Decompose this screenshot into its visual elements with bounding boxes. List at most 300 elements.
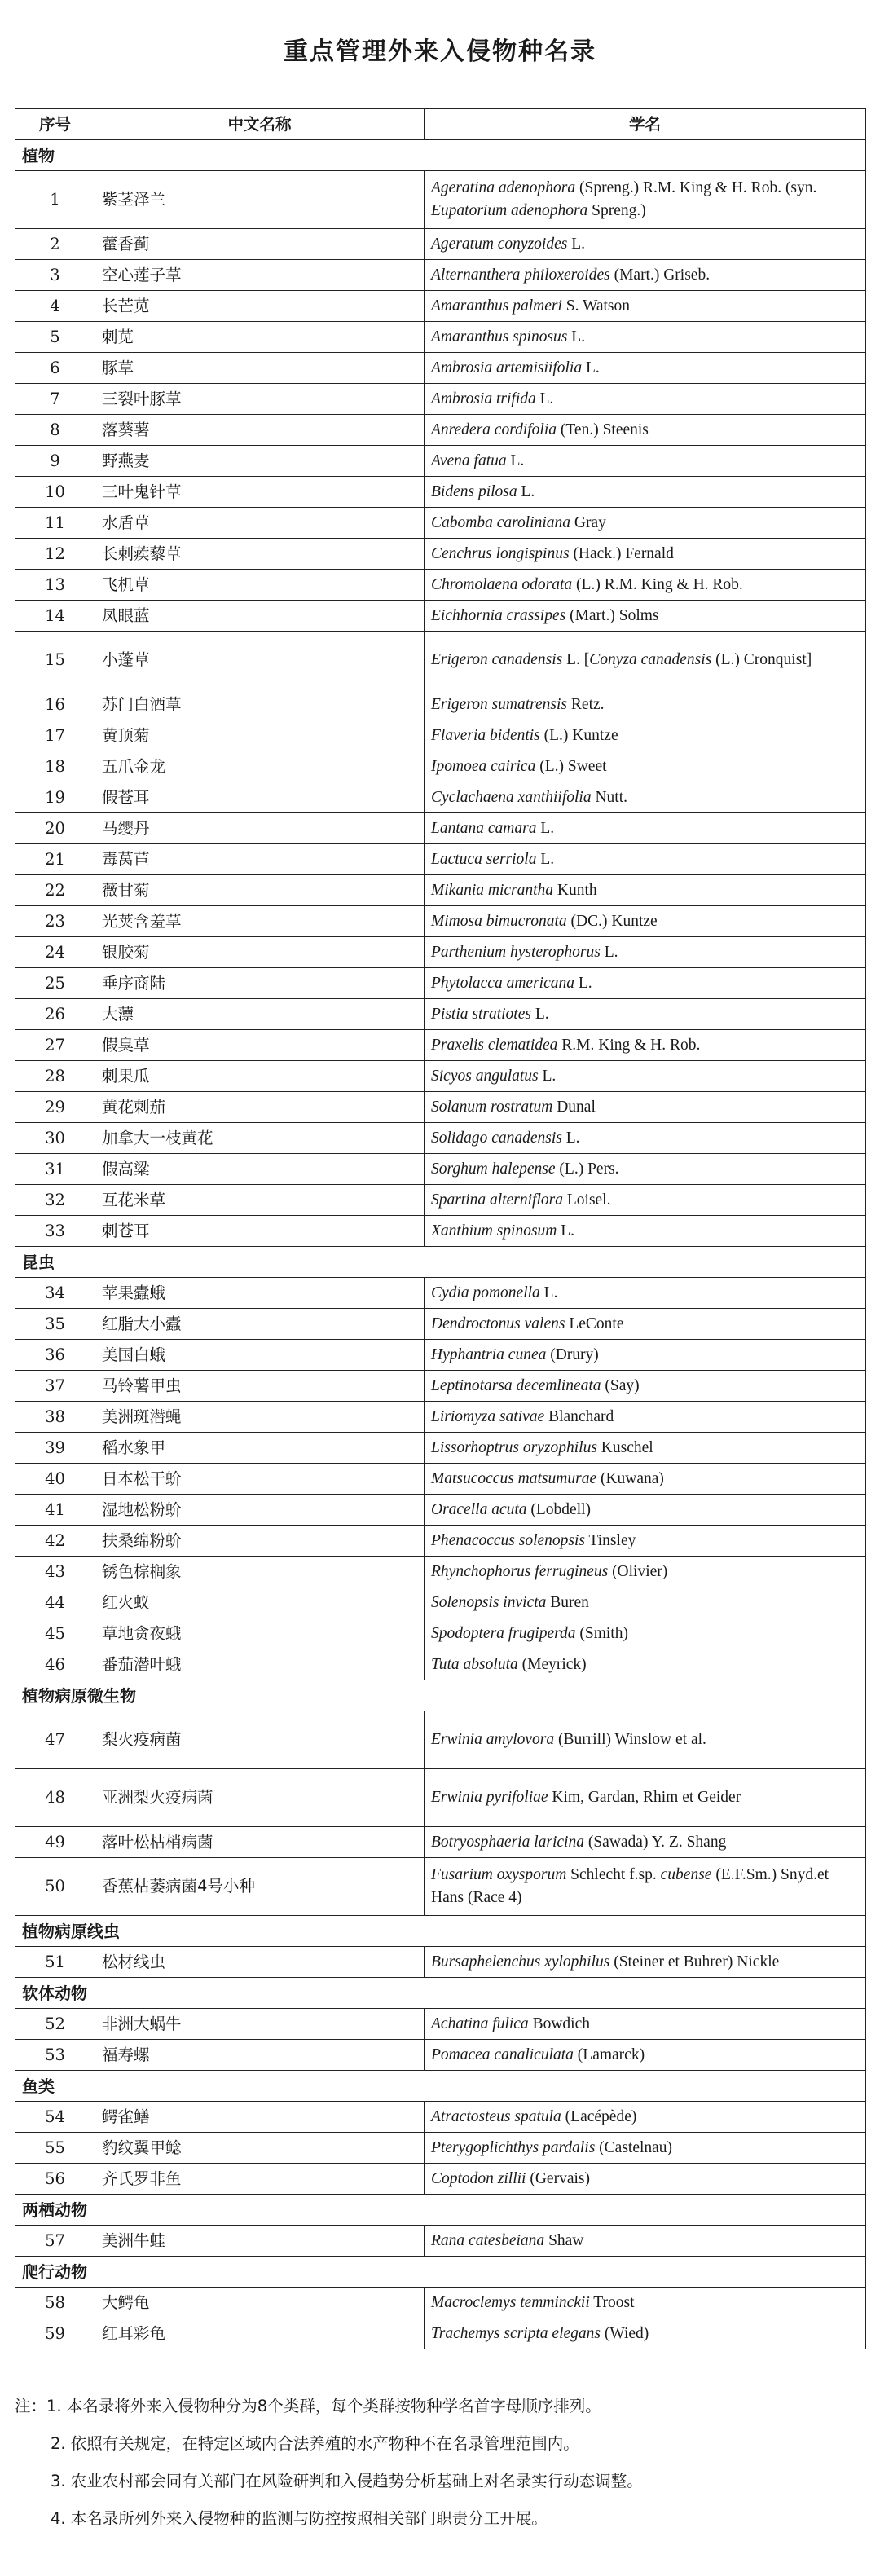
row-number: 11 [15, 508, 95, 539]
chinese-name: 长刺蒺藜草 [95, 539, 425, 570]
row-number: 30 [15, 1123, 95, 1154]
scientific-name-italic: Ambrosia trifida [431, 390, 536, 407]
scientific-name-authority: L. [567, 328, 586, 346]
table-row [15, 1649, 866, 1680]
row-number: 49 [15, 1827, 95, 1858]
category-row [15, 140, 866, 171]
table-body [15, 140, 866, 2349]
scientific-name-authority: Kim, Gardan, Rhim et Geider [548, 1789, 741, 1806]
scientific-name-italic: Cabomba caroliniana [431, 513, 570, 531]
scientific-name-authority: (Lobdell) [526, 1500, 592, 1518]
chinese-name: 长芒苋 [95, 291, 425, 322]
scientific-name [425, 1495, 866, 1526]
table-row [15, 2164, 866, 2195]
table-row [15, 1858, 866, 1916]
chinese-name: 黄顶菊 [95, 720, 425, 751]
scientific-name-authority: Kunth [553, 881, 597, 899]
row-number: 34 [15, 1278, 95, 1309]
table-row [15, 601, 866, 632]
scientific-name-italic: Phenacoccus solenopsis [431, 1531, 586, 1549]
row-number: 14 [15, 601, 95, 632]
scientific-name-authority: LeConte [565, 1314, 624, 1332]
row-number: 12 [15, 539, 95, 570]
scientific-name-italic: Amaranthus palmeri [431, 297, 562, 315]
scientific-name [425, 1092, 866, 1123]
scientific-name-authority: (Smith) [575, 1624, 628, 1642]
scientific-name-italic: Flaveria bidentis [431, 726, 540, 744]
scientific-name [425, 751, 866, 782]
table-row [15, 229, 866, 260]
table-row [15, 415, 866, 446]
table-row [15, 1030, 866, 1061]
scientific-name-italic: Cydia pomonella [431, 1284, 540, 1301]
scientific-name [425, 1858, 866, 1916]
row-number: 52 [15, 2009, 95, 2040]
table-row [15, 1340, 866, 1371]
scientific-name-italic: Xanthium spinosum [431, 1222, 557, 1240]
scientific-name-italic: Botryosphaeria laricina [431, 1833, 584, 1851]
scientific-name [425, 782, 866, 813]
scientific-name-authority: (L.) Sweet [535, 757, 607, 775]
table-row [15, 1402, 866, 1433]
row-number: 46 [15, 1649, 95, 1680]
row-number: 40 [15, 1464, 95, 1495]
table-row [15, 813, 866, 844]
row-number: 39 [15, 1433, 95, 1464]
scientific-name-authority: L. [539, 1284, 558, 1301]
scientific-name [425, 1402, 866, 1433]
scientific-name [425, 1526, 866, 1557]
scientific-name-italic: Amaranthus spinosus [431, 328, 568, 346]
chinese-name: 假苍耳 [95, 782, 425, 813]
row-number: 47 [15, 1711, 95, 1769]
table-row [15, 384, 866, 415]
row-number: 42 [15, 1526, 95, 1557]
table-row [15, 2040, 866, 2071]
row-number: 35 [15, 1309, 95, 1340]
scientific-name-authority: (Sawada) Y. Z. Shang [583, 1833, 727, 1851]
row-number: 16 [15, 689, 95, 720]
table-row [15, 353, 866, 384]
row-number: 6 [15, 353, 95, 384]
category-row [15, 2195, 866, 2226]
scientific-name [425, 999, 866, 1030]
scientific-name-italic: Ageratina adenophora [431, 179, 576, 196]
scientific-name-authority: (L.) Pers. [555, 1160, 619, 1178]
row-number: 18 [15, 751, 95, 782]
row-number: 29 [15, 1092, 95, 1123]
row-number: 36 [15, 1340, 95, 1371]
table-row [15, 720, 866, 751]
scientific-name [425, 1433, 866, 1464]
scientific-name-italic: Dendroctonus valens [431, 1314, 565, 1332]
scientific-name-italic: Spodoptera frugiperda [431, 1624, 576, 1642]
table-row [15, 1433, 866, 1464]
scientific-name [425, 2040, 866, 2071]
table-row [15, 1947, 866, 1978]
table-row [15, 291, 866, 322]
table-row [15, 1827, 866, 1858]
scientific-name-authority: L. [574, 974, 592, 992]
row-number: 33 [15, 1216, 95, 1247]
scientific-name-authority: S. Watson [561, 297, 630, 315]
scientific-name-italic: Macroclemys temminckii [431, 2293, 590, 2311]
scientific-name [425, 1154, 866, 1185]
chinese-name: 梨火疫病菌 [95, 1711, 425, 1769]
chinese-name: 红耳彩龟 [95, 2318, 425, 2349]
note-line: 注：1. 本名录将外来入侵物种分为8个类群，每个类群按物种学名首字母顺序排列。 [15, 2397, 601, 2415]
row-number: 45 [15, 1618, 95, 1649]
row-number: 17 [15, 720, 95, 751]
row-number: 5 [15, 322, 95, 353]
category-label: 两栖动物 [15, 2195, 866, 2226]
chinese-name: 红脂大小蠹 [95, 1309, 425, 1340]
scientific-name-authority: (Olivier) [608, 1562, 668, 1580]
row-number: 59 [15, 2318, 95, 2349]
scientific-name-authority: Shaw [544, 2231, 584, 2249]
row-number: 3 [15, 260, 95, 291]
table-row [15, 2133, 866, 2164]
table-row [15, 1371, 866, 1402]
scientific-name-italic: Ipomoea cairica [431, 757, 536, 775]
chinese-name: 大鳄龟 [95, 2288, 425, 2318]
row-number: 23 [15, 906, 95, 937]
scientific-name [425, 322, 866, 353]
scientific-name-italic: Phytolacca americana [431, 974, 574, 992]
row-number: 50 [15, 1858, 95, 1916]
scientific-name [425, 2164, 866, 2195]
chinese-name: 锈色棕榈象 [95, 1557, 425, 1587]
chinese-name: 三叶鬼针草 [95, 477, 425, 508]
scientific-name [425, 260, 866, 291]
table-row [15, 2288, 866, 2318]
scientific-name [425, 508, 866, 539]
chinese-name: 番茄潜叶蛾 [95, 1649, 425, 1680]
category-row [15, 1680, 866, 1711]
scientific-name [425, 2226, 866, 2257]
row-number: 55 [15, 2133, 95, 2164]
table-row [15, 1185, 866, 1216]
row-number: 10 [15, 477, 95, 508]
table-row [15, 1154, 866, 1185]
chinese-name: 假高粱 [95, 1154, 425, 1185]
table-row [15, 1278, 866, 1309]
scientific-name-italic: Solenopsis invicta [431, 1593, 547, 1611]
chinese-name: 五爪金龙 [95, 751, 425, 782]
chinese-name: 苹果蠹蛾 [95, 1278, 425, 1309]
scientific-name-italic: Ageratum conyzoides [431, 235, 568, 253]
chinese-name: 假臭草 [95, 1030, 425, 1061]
scientific-name-italic: Pomacea canaliculata [431, 2045, 574, 2063]
table-row [15, 999, 866, 1030]
scientific-name [425, 171, 866, 229]
category-label: 植物病原线虫 [15, 1916, 866, 1947]
chinese-name: 黄花刺茄 [95, 1092, 425, 1123]
table-row [15, 782, 866, 813]
chinese-name: 刺苍耳 [95, 1216, 425, 1247]
row-number: 21 [15, 844, 95, 875]
chinese-name: 苏门白酒草 [95, 689, 425, 720]
table-row [15, 2318, 866, 2349]
scientific-name [425, 1216, 866, 1247]
scientific-name-authority: L. [561, 1129, 580, 1147]
table-row [15, 1464, 866, 1495]
scientific-name-authority: Tinsley [585, 1531, 636, 1549]
row-number: 37 [15, 1371, 95, 1402]
scientific-name [425, 446, 866, 477]
scientific-name [425, 1769, 866, 1827]
scientific-name [425, 875, 866, 906]
scientific-name-authority: (Say) [601, 1376, 640, 1394]
category-row [15, 2071, 866, 2102]
scientific-name [425, 2009, 866, 2040]
scientific-name [425, 415, 866, 446]
scientific-name-authority: L. [506, 451, 525, 469]
scientific-name [425, 1309, 866, 1340]
scientific-name [425, 601, 866, 632]
scientific-name-italic: Rana catesbeiana [431, 2231, 545, 2249]
row-number: 25 [15, 968, 95, 999]
scientific-name-italic: Rhynchophorus ferrugineus [431, 1562, 609, 1580]
scientific-name-authority: (Drury) [546, 1345, 599, 1363]
scientific-name [425, 291, 866, 322]
scientific-name [425, 1278, 866, 1309]
scientific-name-authority: (E.F.Sm.) Snyd.et Hans (Race 4) [431, 1866, 829, 1906]
row-number: 57 [15, 2226, 95, 2257]
scientific-name-italic: Liriomyza sativae [431, 1407, 545, 1425]
scientific-name [425, 1649, 866, 1680]
chinese-name: 福寿螺 [95, 2040, 425, 2071]
row-number: 56 [15, 2164, 95, 2195]
scientific-name-authority: (L.) R.M. King & H. Rob. [572, 575, 743, 593]
scientific-name-authority: L. [600, 943, 618, 961]
scientific-name [425, 689, 866, 720]
category-label: 爬行动物 [15, 2257, 866, 2288]
category-row [15, 2257, 866, 2288]
chinese-name: 非洲大蜗牛 [95, 2009, 425, 2040]
scientific-name [425, 539, 866, 570]
scientific-name-authority: R.M. King & H. Rob. [557, 1036, 701, 1054]
table-header-row [15, 109, 866, 140]
notes-section [15, 2388, 865, 2538]
chinese-name: 野燕麦 [95, 446, 425, 477]
category-label: 植物病原微生物 [15, 1680, 866, 1711]
table-row [15, 689, 866, 720]
scientific-name-italic: Erwinia amylovora [431, 1731, 555, 1748]
scientific-name-authority: L. [530, 1005, 549, 1023]
scientific-name [425, 384, 866, 415]
scientific-name-italic: Coptodon zillii [431, 2169, 526, 2187]
scientific-name-authority: (Castelnau) [595, 2138, 673, 2156]
table-row [15, 322, 866, 353]
row-number: 51 [15, 1947, 95, 1978]
scientific-name [425, 1340, 866, 1371]
row-number: 26 [15, 999, 95, 1030]
scientific-name [425, 1587, 866, 1618]
row-number: 38 [15, 1402, 95, 1433]
scientific-name-authority: L. [ [562, 651, 590, 668]
chinese-name: 银胶菊 [95, 937, 425, 968]
scientific-name-italic: Lantana camara [431, 819, 537, 837]
chinese-name: 豹纹翼甲鲶 [95, 2133, 425, 2164]
row-number: 48 [15, 1769, 95, 1827]
scientific-name-italic: Avena fatua [431, 451, 507, 469]
table-row [15, 1711, 866, 1769]
scientific-name-authority: (Kuwana) [596, 1469, 664, 1487]
scientific-name-italic: Mikania micrantha [431, 881, 554, 899]
scientific-name-authority: Buren [546, 1593, 589, 1611]
scientific-name-authority: Kuschel [596, 1438, 653, 1456]
scientific-name-italic: Parthenium hysterophorus [431, 943, 601, 961]
chinese-name: 亚洲梨火疫病菌 [95, 1769, 425, 1827]
chinese-name: 光荚含羞草 [95, 906, 425, 937]
scientific-name [425, 1827, 866, 1858]
scientific-name [425, 477, 866, 508]
chinese-name: 美洲斑潜蝇 [95, 1402, 425, 1433]
scientific-name-authority: (Mart.) Griseb. [609, 266, 711, 284]
scientific-name-authority: Nutt. [591, 788, 628, 806]
table-row [15, 1618, 866, 1649]
table-row [15, 1557, 866, 1587]
chinese-name: 藿香蓟 [95, 229, 425, 260]
chinese-name: 鳄雀鳝 [95, 2102, 425, 2133]
header-chinese-name: 中文名称 [95, 109, 425, 140]
chinese-name: 湿地松粉蚧 [95, 1495, 425, 1526]
scientific-name-italic: Spartina alterniflora [431, 1191, 563, 1209]
scientific-name [425, 2133, 866, 2164]
scientific-name-authority: Gray [570, 513, 606, 531]
scientific-name-italic: Eupatorium adenophora [431, 202, 588, 219]
scientific-name-authority: Spreng.) [587, 202, 646, 219]
scientific-name-italic: Pterygoplichthys pardalis [431, 2138, 596, 2156]
scientific-name-italic: Sorghum halepense [431, 1160, 556, 1178]
chinese-name: 落葵薯 [95, 415, 425, 446]
scientific-name-authority: L. [517, 482, 535, 500]
scientific-name-italic: Praxelis clematidea [431, 1036, 558, 1054]
scientific-name-authority: Retz. [567, 695, 605, 713]
scientific-name [425, 1711, 866, 1769]
row-number: 20 [15, 813, 95, 844]
chinese-name: 加拿大一枝黄花 [95, 1123, 425, 1154]
chinese-name: 豚草 [95, 353, 425, 384]
scientific-name-italic: Atractosteus spatula [431, 2107, 561, 2125]
chinese-name: 水盾草 [95, 508, 425, 539]
scientific-name-italic: Solidago canadensis [431, 1129, 562, 1147]
scientific-name-italic: cubense [660, 1866, 712, 1883]
row-number: 4 [15, 291, 95, 322]
chinese-name: 红火蚁 [95, 1587, 425, 1618]
chinese-name: 马缨丹 [95, 813, 425, 844]
scientific-name-italic: Conyza canadensis [589, 651, 712, 668]
scientific-name [425, 906, 866, 937]
scientific-name-italic: Eichhornia crassipes [431, 606, 566, 624]
scientific-name [425, 968, 866, 999]
chinese-name: 凤眼蓝 [95, 601, 425, 632]
table-row [15, 968, 866, 999]
scientific-name [425, 632, 866, 689]
scientific-name-authority: (L.) Kuntze [539, 726, 618, 744]
chinese-name: 空心莲子草 [95, 260, 425, 291]
table-row [15, 477, 866, 508]
scientific-name-italic: Erigeron sumatrensis [431, 695, 568, 713]
scientific-name [425, 1185, 866, 1216]
scientific-name-italic: Sicyos angulatus [431, 1067, 539, 1085]
chinese-name: 落叶松枯梢病菌 [95, 1827, 425, 1858]
header-number: 序号 [15, 109, 95, 140]
category-label: 昆虫 [15, 1247, 866, 1278]
chinese-name: 齐氏罗非鱼 [95, 2164, 425, 2195]
chinese-name: 紫茎泽兰 [95, 171, 425, 229]
scientific-name-italic: Bursaphelenchus xylophilus [431, 1953, 610, 1971]
table-row [15, 1495, 866, 1526]
row-number: 41 [15, 1495, 95, 1526]
scientific-name [425, 2318, 866, 2349]
row-number: 44 [15, 1587, 95, 1618]
scientific-name-authority: Troost [589, 2293, 635, 2311]
scientific-name [425, 1123, 866, 1154]
table-row [15, 844, 866, 875]
chinese-name: 薇甘菊 [95, 875, 425, 906]
chinese-name: 互花米草 [95, 1185, 425, 1216]
table-row [15, 937, 866, 968]
row-number: 9 [15, 446, 95, 477]
chinese-name: 稻水象甲 [95, 1433, 425, 1464]
row-number: 24 [15, 937, 95, 968]
row-number: 15 [15, 632, 95, 689]
scientific-name-authority: (Spreng.) R.M. King & H. Rob. (syn. [575, 179, 817, 196]
scientific-name-authority: L. [557, 1222, 575, 1240]
scientific-name [425, 1061, 866, 1092]
table-row [15, 1587, 866, 1618]
scientific-name-italic: Erwinia pyrifoliae [431, 1789, 548, 1806]
scientific-name-authority: (Wied) [600, 2324, 649, 2342]
chinese-name: 刺苋 [95, 322, 425, 353]
scientific-name [425, 813, 866, 844]
scientific-name-authority: Schlecht f.sp. [566, 1866, 661, 1883]
category-label: 植物 [15, 140, 866, 171]
row-number: 1 [15, 171, 95, 229]
scientific-name-authority: (Ten.) Steenis [557, 421, 649, 438]
scientific-name-authority: (Hack.) Fernald [569, 544, 674, 562]
table-row [15, 906, 866, 937]
scientific-name-italic: Lactuca serriola [431, 850, 537, 868]
scientific-name [425, 1371, 866, 1402]
scientific-name-italic: Ambrosia artemisiifolia [431, 359, 583, 376]
scientific-name-italic: Erigeron canadensis [431, 651, 563, 668]
row-number: 22 [15, 875, 95, 906]
table-row [15, 1769, 866, 1827]
scientific-name-italic: Alternanthera philoxeroides [431, 266, 610, 284]
table-row [15, 2009, 866, 2040]
category-row [15, 1978, 866, 2009]
scientific-name [425, 844, 866, 875]
chinese-name: 大薸 [95, 999, 425, 1030]
scientific-name-italic: Trachemys scripta elegans [431, 2324, 601, 2342]
scientific-name-authority: L. [536, 819, 555, 837]
scientific-name-authority: (Gervais) [526, 2169, 590, 2187]
scientific-name-italic: Matsucoccus matsumurae [431, 1469, 597, 1487]
scientific-name [425, 1618, 866, 1649]
header-scientific-name: 学名 [425, 109, 866, 140]
scientific-name [425, 1557, 866, 1587]
scientific-name-authority: L. [582, 359, 600, 376]
scientific-name-italic: Fusarium oxysporum [431, 1866, 567, 1883]
scientific-name-authority: (Steiner et Buhrer) Nickle [609, 1953, 780, 1971]
category-row [15, 1247, 866, 1278]
chinese-name: 小蓬草 [95, 632, 425, 689]
scientific-name [425, 720, 866, 751]
chinese-name: 美国白蛾 [95, 1340, 425, 1371]
